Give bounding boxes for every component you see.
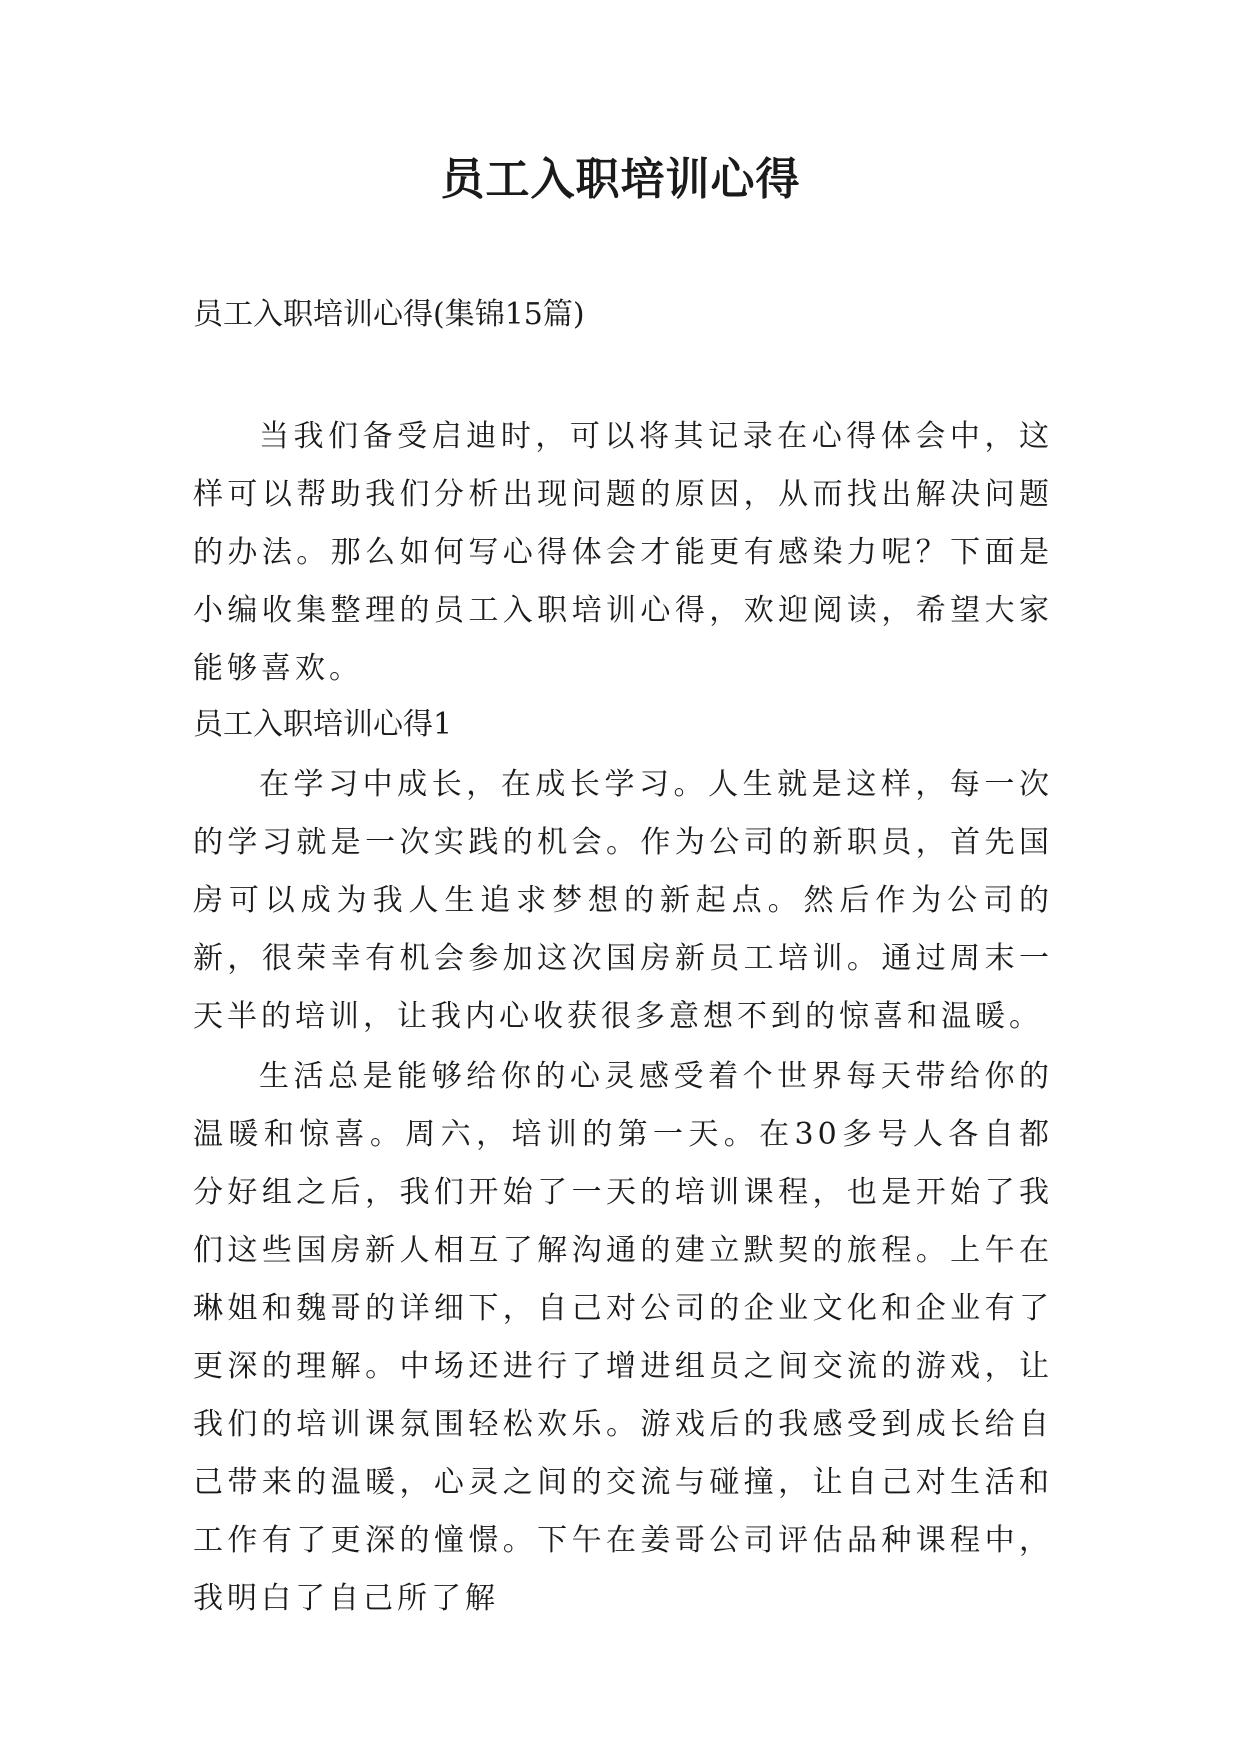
document-title: 员工入职培训心得 [440, 154, 801, 205]
intro-paragraph: 当我们备受启迪时，可以将其记录在心得体会中，这样可以帮助我们分析出现问题的原因，从而找出解决问题的办法。那么如何写心得体会才能更有感染力呢？下面是小编收集整理的员工入职培训心得，欢迎阅读，希望大家能够喜欢。 [193, 419, 1053, 686]
section-heading: 员工入职培训心得1 [193, 707, 453, 742]
document-subtitle: 员工入职培训心得(集锦15篇) [193, 297, 585, 332]
body-paragraph: 在学习中成长，在成长学习。人生就是这样，每一次的学习就是一次实践的机会。作为公司的新职员，首先国房可以成为我人生追求梦想的新起点。然后作为公司的新，很荣幸有机会参加这次国房新员工培训。通过周末一天半的培训，让我内心收获很多意想不到的惊喜和温暖。 [193, 767, 1053, 1034]
body-paragraph: 生活总是能够给你的心灵感受着个世界每天带给你的温暖和惊喜。周六，培训的第一天。在30多号人各自都分好组之后，我们开始了一天的培训课程，也是开始了我们这些国房新人相互了解沟通的建立默契的旅程。上午在琳姐和魏哥的详细下，自己对公司的企业文化和企业有了更深的理解。中场还进行了增进组员之间交流的游戏，让我们的培训课氛围轻松欢乐。游戏后的我感受到成长给自己带来的温暖，心灵之间的交流与碰撞，让自己对生活和工作有了更深的憧憬。下午在姜哥公司评估品种课程中，我明白了自己所了解 [193, 1059, 1053, 1616]
